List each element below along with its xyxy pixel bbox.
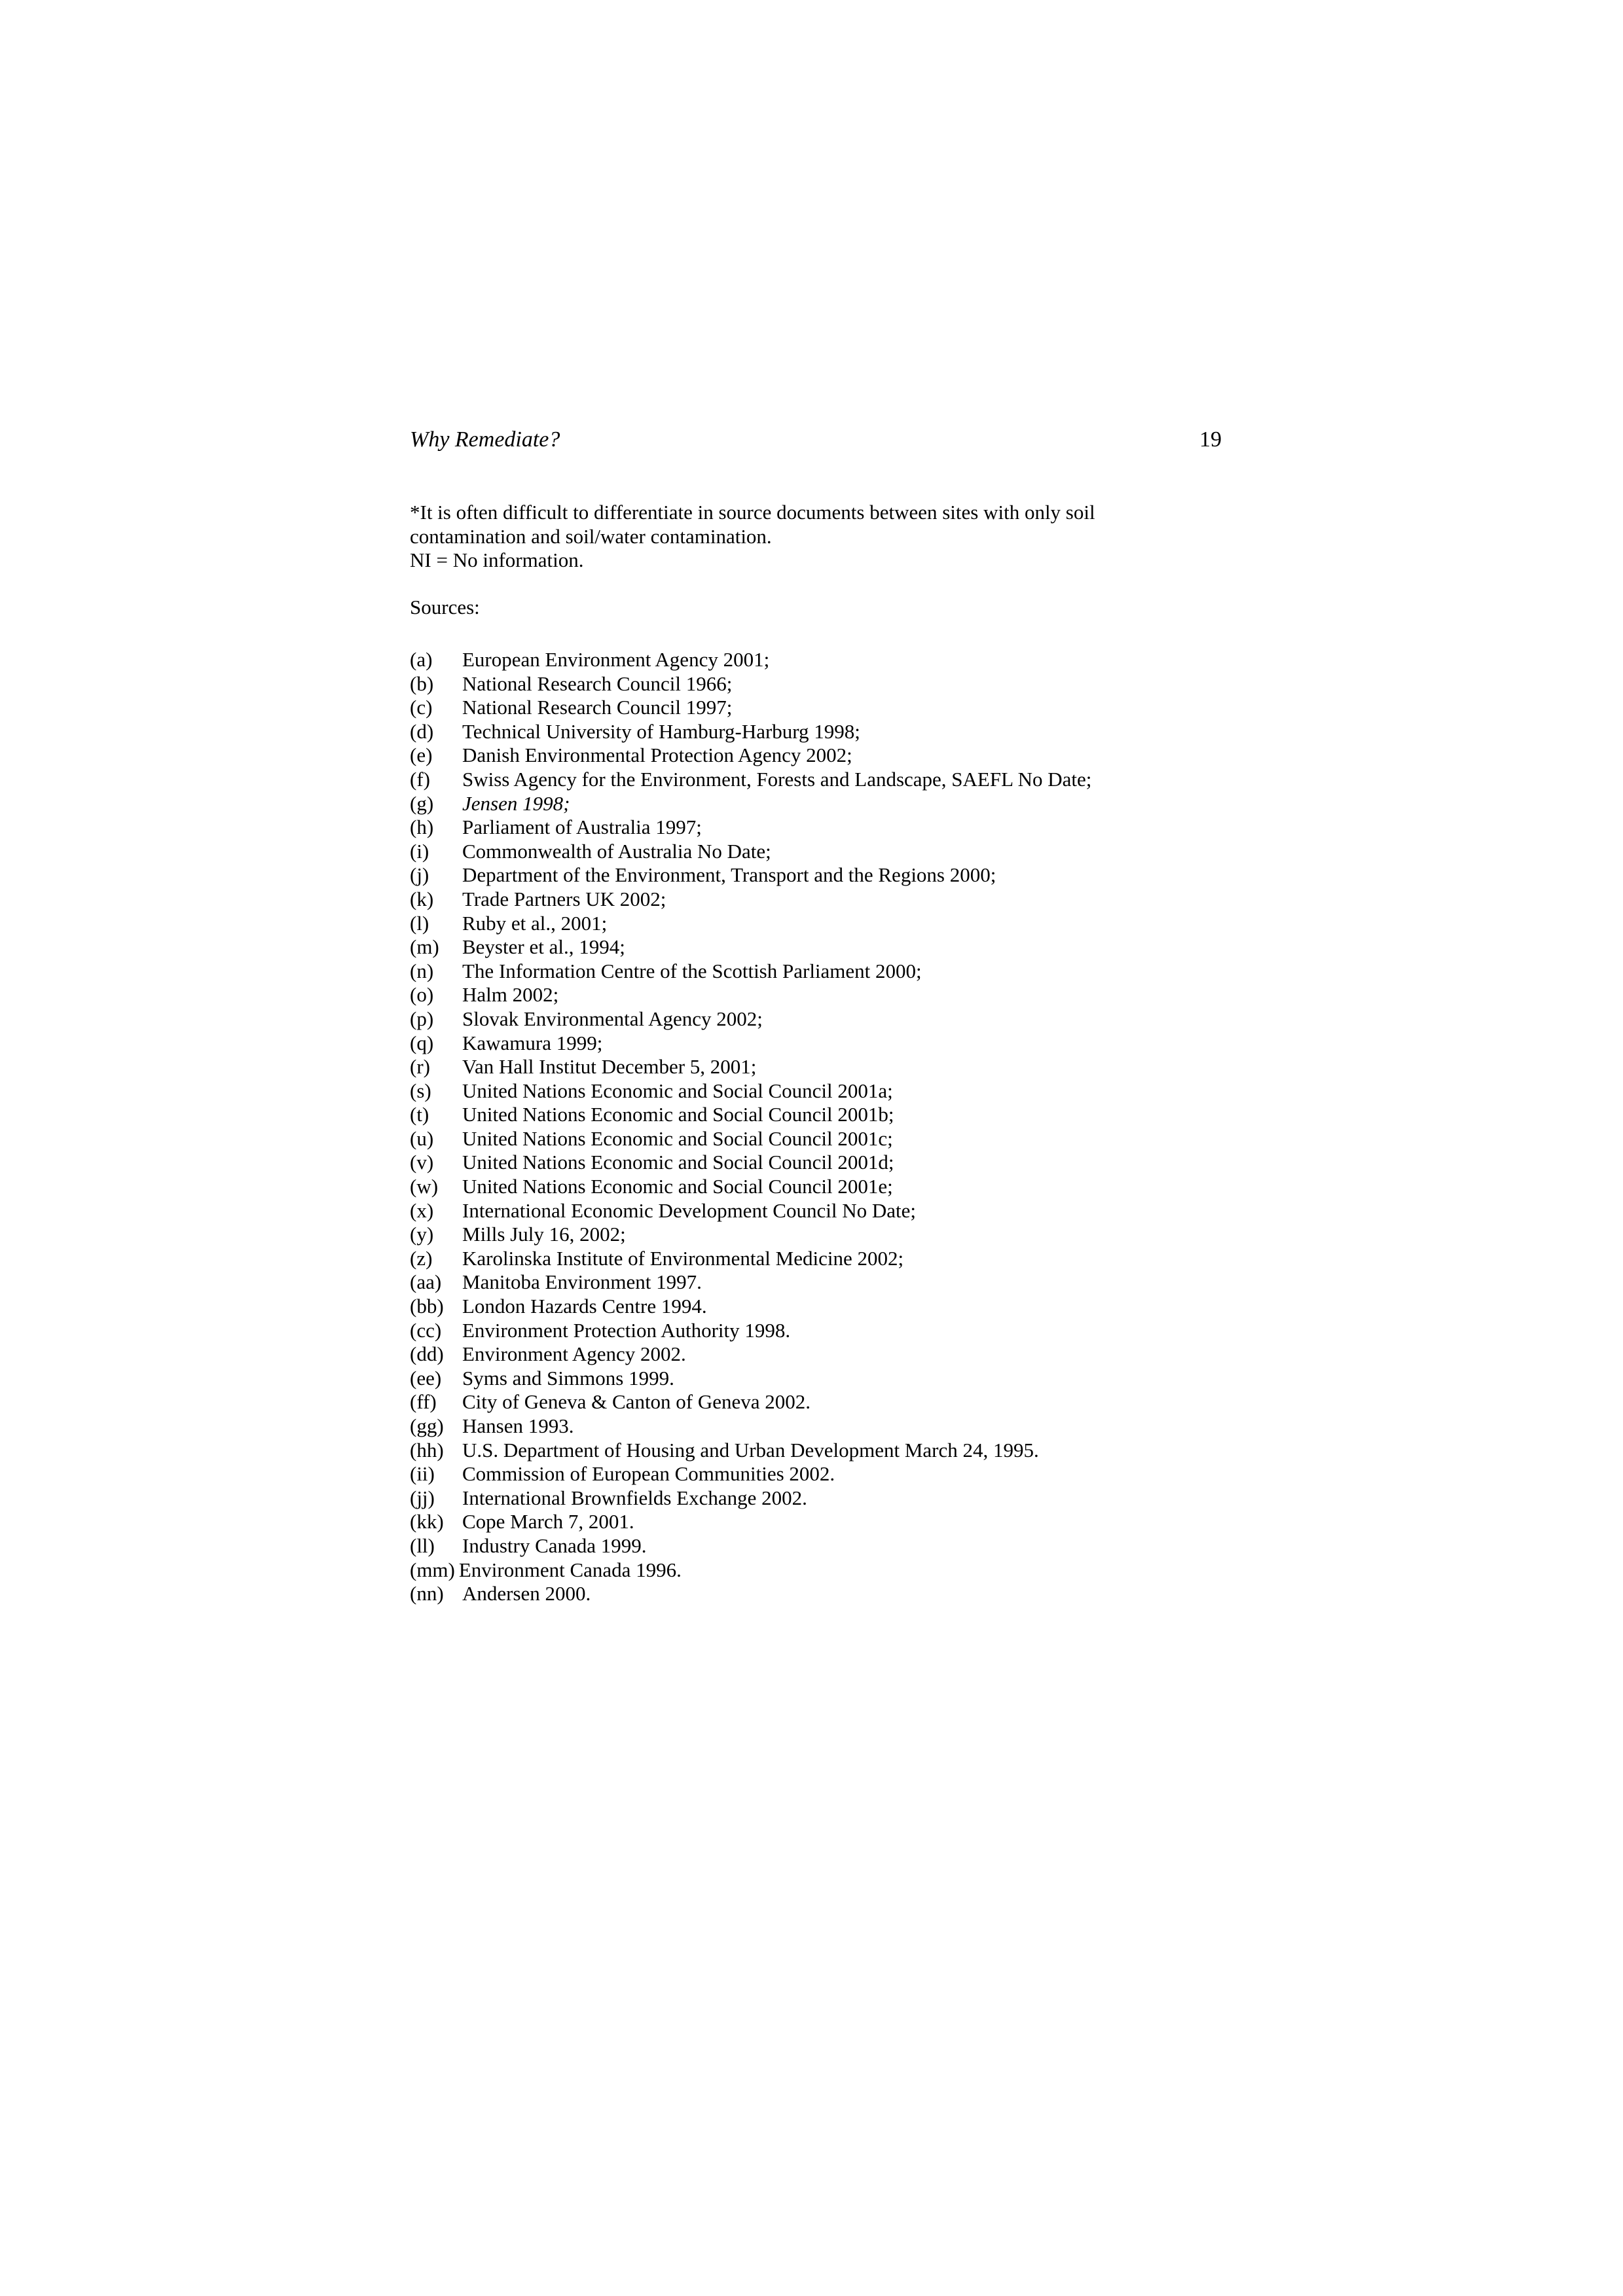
source-marker: (ii) <box>410 1462 435 1486</box>
source-citation: Mills July 16, 2002; <box>462 1223 626 1246</box>
source-marker: (mm) <box>410 1558 455 1581</box>
source-citation: Kawamura 1999; <box>462 1031 603 1054</box>
source-marker: (hh) <box>410 1438 444 1462</box>
source-entry <box>410 1295 1222 1319</box>
sources-heading: Sources: <box>410 596 480 619</box>
source-entry <box>410 960 1222 984</box>
source-marker: (o) <box>410 983 434 1007</box>
source-entry <box>410 983 1222 1007</box>
source-marker: (g) <box>410 791 434 815</box>
source-entry <box>410 1319 1222 1343</box>
source-entry <box>410 768 1222 792</box>
source-entry <box>410 744 1222 768</box>
source-marker: (e) <box>410 744 433 767</box>
source-citation: International Brownfields Exchange 2002. <box>462 1486 807 1509</box>
source-marker: (bb) <box>410 1295 444 1318</box>
source-entry <box>410 1390 1222 1414</box>
source-citation: National Research Council 1966; <box>462 672 733 695</box>
source-entry <box>410 1582 1222 1606</box>
source-entry <box>410 1103 1222 1127</box>
source-entry <box>410 816 1222 840</box>
source-citation: Halm 2002; <box>462 983 559 1007</box>
source-citation: Cope March 7, 2001. <box>462 1510 634 1534</box>
ni-note: NI = No information. <box>410 548 584 572</box>
source-entry <box>410 1462 1222 1486</box>
source-entry <box>410 1486 1222 1511</box>
source-marker: (nn) <box>410 1582 444 1605</box>
source-citation: National Research Council 1997; <box>462 696 733 719</box>
source-marker: (q) <box>410 1031 434 1054</box>
source-citation: Swiss Agency for the Environment, Forests and Landscape, SAEFL No Date; <box>462 767 1092 791</box>
source-citation: Jensen 1998; <box>462 791 570 815</box>
source-entry <box>410 1534 1222 1558</box>
source-entry <box>410 1414 1222 1439</box>
source-marker: (n) <box>410 959 434 982</box>
source-entry <box>410 1510 1222 1534</box>
source-citation: United Nations Economic and Social Council 2001c; <box>462 1126 893 1150</box>
source-entry <box>410 1223 1222 1247</box>
source-marker: (v) <box>410 1151 434 1174</box>
asterisk-note: *It is often difficult to differentiate in source documents between sites with only soil contamination and soil/water contamination. <box>410 501 1095 548</box>
source-marker: (ff) <box>410 1390 437 1414</box>
source-marker: (s) <box>410 1079 431 1102</box>
running-head <box>410 425 1222 454</box>
source-marker: (m) <box>410 935 439 959</box>
source-marker: (t) <box>410 1103 429 1126</box>
source-citation: Trade Partners UK 2002; <box>462 887 666 910</box>
source-entry <box>410 1127 1222 1151</box>
source-entry <box>410 1031 1222 1056</box>
table-footnote <box>410 501 1169 573</box>
source-citation: United Nations Economic and Social Council 2001e; <box>462 1175 893 1198</box>
source-marker: (d) <box>410 719 434 743</box>
source-citation: Environment Agency 2002. <box>462 1342 686 1366</box>
source-marker: (cc) <box>410 1318 442 1342</box>
source-citation: Commission of European Communities 2002. <box>462 1462 835 1486</box>
source-marker: (b) <box>410 672 434 695</box>
source-marker: (gg) <box>410 1414 444 1437</box>
source-marker: (y) <box>410 1223 434 1246</box>
source-citation: Environment Protection Authority 1998. <box>462 1318 791 1342</box>
source-marker: (k) <box>410 887 434 910</box>
source-citation: Technical University of Hamburg-Harburg 1998; <box>462 719 860 743</box>
running-title: Why Remediate? <box>410 427 560 452</box>
source-entry <box>410 720 1222 744</box>
source-citation: Beyster et al., 1994; <box>462 935 625 959</box>
source-citation: Department of the Environment, Transport and the Regions 2000; <box>462 863 996 887</box>
source-marker: (i) <box>410 839 429 863</box>
source-marker: (x) <box>410 1198 434 1222</box>
source-marker: (z) <box>410 1246 433 1270</box>
source-entry <box>410 912 1222 936</box>
source-entry <box>410 1342 1222 1367</box>
source-marker: (f) <box>410 767 430 791</box>
source-marker: (kk) <box>410 1510 444 1534</box>
source-entry <box>410 1439 1222 1463</box>
source-marker: (u) <box>410 1126 434 1150</box>
source-marker: (a) <box>410 648 433 671</box>
source-citation: Manitoba Environment 1997. <box>462 1270 702 1294</box>
source-entry <box>410 1079 1222 1103</box>
source-entry <box>410 696 1222 720</box>
source-marker: (l) <box>410 911 429 935</box>
source-entry <box>410 935 1222 960</box>
source-marker: (c) <box>410 696 433 719</box>
source-citation: Parliament of Australia 1997; <box>462 816 702 839</box>
source-citation: Syms and Simmons 1999. <box>462 1366 674 1390</box>
source-marker: (j) <box>410 863 429 887</box>
source-citation: United Nations Economic and Social Council 2001a; <box>462 1079 893 1102</box>
source-entry <box>410 1558 1222 1583</box>
source-entry <box>410 1247 1222 1271</box>
source-entry <box>410 1055 1222 1079</box>
source-citation: Slovak Environmental Agency 2002; <box>462 1007 763 1030</box>
source-citation: International Economic Development Council No Date; <box>462 1198 916 1222</box>
source-entry <box>410 888 1222 912</box>
source-entry <box>410 863 1222 888</box>
source-citation: Environment Canada 1996. <box>458 1558 682 1581</box>
source-entry <box>410 1367 1222 1391</box>
source-entry <box>410 1199 1222 1223</box>
source-marker: (r) <box>410 1055 430 1079</box>
source-citation: Andersen 2000. <box>462 1582 591 1605</box>
source-marker: (ee) <box>410 1366 442 1390</box>
source-citation: Danish Environmental Protection Agency 2002; <box>462 744 852 767</box>
source-entry <box>410 1270 1222 1295</box>
source-citation: United Nations Economic and Social Council 2001b; <box>462 1103 894 1126</box>
source-citation: U.S. Department of Housing and Urban Development March 24, 1995. <box>462 1438 1039 1462</box>
source-entry <box>410 672 1222 696</box>
source-marker: (dd) <box>410 1342 444 1366</box>
source-citation: Karolinska Institute of Environmental Medicine 2002; <box>462 1246 904 1270</box>
page-number: 19 <box>1199 427 1222 452</box>
source-marker: (ll) <box>410 1534 435 1557</box>
source-entry <box>410 792 1222 816</box>
source-citation: The Information Centre of the Scottish Parliament 2000; <box>462 959 922 982</box>
source-marker: (jj) <box>410 1486 435 1509</box>
source-marker: (w) <box>410 1175 439 1198</box>
source-citation: Industry Canada 1999. <box>462 1534 647 1557</box>
source-marker: (p) <box>410 1007 434 1030</box>
source-entry <box>410 1151 1222 1175</box>
source-citation: Hansen 1993. <box>462 1414 574 1437</box>
source-marker: (aa) <box>410 1270 442 1294</box>
source-entry <box>410 1007 1222 1031</box>
source-entry <box>410 840 1222 864</box>
source-citation: Van Hall Institut December 5, 2001; <box>462 1055 757 1079</box>
source-citation: European Environment Agency 2001; <box>462 648 770 671</box>
source-entry <box>410 1175 1222 1199</box>
source-citation: City of Geneva & Canton of Geneva 2002. <box>462 1390 811 1414</box>
source-citation: United Nations Economic and Social Council 2001d; <box>462 1151 894 1174</box>
source-marker: (h) <box>410 816 434 839</box>
source-citation: Commonwealth of Australia No Date; <box>462 839 771 863</box>
sources-list <box>410 648 1222 1606</box>
source-citation: Ruby et al., 2001; <box>462 911 608 935</box>
source-citation: London Hazards Centre 1994. <box>462 1295 707 1318</box>
source-entry <box>410 648 1222 672</box>
